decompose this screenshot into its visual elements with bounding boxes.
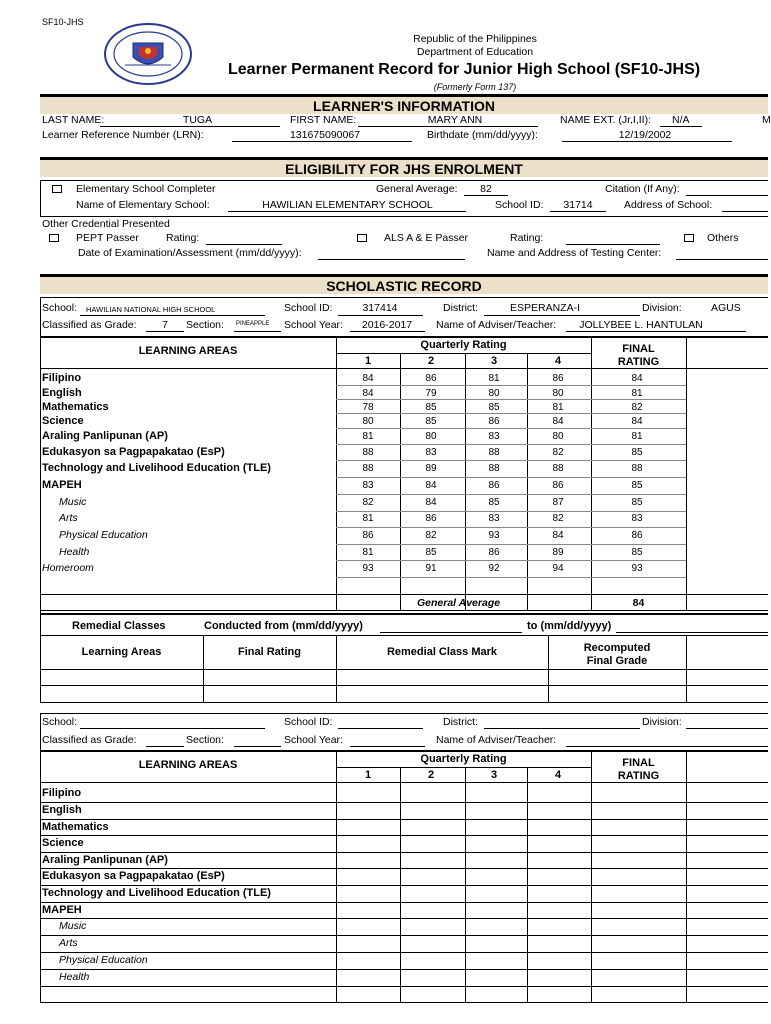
first-name-line	[358, 126, 538, 127]
elem-school-id-value: 31714	[563, 199, 593, 211]
division-label: Division:	[642, 302, 682, 314]
quarter-grade: 81	[488, 373, 500, 384]
eligibility-title: ELIGIBILITY FOR JHS ENROLMENT	[285, 160, 523, 177]
quarter-grade: 86	[425, 513, 437, 524]
quarter-grade: 82	[362, 497, 374, 508]
second-sy-line	[350, 746, 425, 747]
others-checkbox[interactable]	[684, 234, 694, 242]
learning-areas-header: LEARNING AREAS	[138, 345, 238, 357]
quarter-grade: 80	[488, 388, 500, 399]
table-row-line	[40, 1002, 768, 1003]
quarter-col-line	[465, 767, 466, 1003]
table-row-line	[336, 399, 686, 400]
adviser-label: Name of Adviser/Teacher:	[436, 319, 557, 331]
gen-avg-row-bottom	[40, 610, 768, 611]
district-value: ESPERANZA-I	[509, 302, 580, 314]
final-grade: 85	[631, 480, 643, 491]
remedial-to-label: to (mm/dd/yyyy)	[527, 620, 612, 632]
quarter-grade: 86	[488, 547, 500, 558]
birthdate-label: Birthdate (mm/dd/yyyy):	[427, 129, 538, 141]
remedial-from-line	[380, 632, 522, 633]
table-row-line	[336, 511, 686, 512]
final-grade: 86	[631, 530, 643, 541]
quarter-grade: 78	[362, 402, 374, 413]
quarter-grade: 85	[488, 402, 500, 413]
second-school-id-label: School ID:	[284, 716, 333, 728]
table-row-line	[40, 835, 768, 836]
remedial-top-border	[40, 613, 768, 615]
subject-label: Edukasyon sa Pagpapakatao (EsP)	[42, 446, 225, 458]
table-column-line	[40, 336, 41, 610]
quarter-grade: 84	[552, 416, 564, 427]
subject-label: Mathematics	[42, 821, 109, 833]
quarter-grade: 92	[488, 563, 500, 574]
second-school-label: School:	[42, 716, 78, 728]
table-row-line	[336, 444, 686, 445]
table-row-line	[40, 986, 768, 987]
remedial-col-line	[686, 635, 687, 702]
table-top-border	[40, 336, 768, 338]
remedial-col-line	[336, 635, 337, 702]
subject-label: Health	[59, 971, 90, 983]
table-row-line	[40, 819, 768, 820]
quarter-grade: 84	[362, 388, 374, 399]
subject-label: Technology and Livelihood Education (TLE)	[42, 887, 271, 899]
table-row-line	[336, 544, 686, 545]
table-row-line	[40, 868, 768, 869]
quarter-grade: 85	[425, 402, 437, 413]
subject-label: Arts	[59, 937, 78, 949]
table-column-line	[465, 353, 466, 610]
scholastic-box-top	[40, 297, 768, 298]
pept-rating-line	[206, 244, 282, 245]
sy-value: 2016-2017	[361, 319, 413, 331]
table-row-line	[40, 918, 768, 919]
remedial-col-final: Final Rating	[238, 646, 301, 658]
second-division-line	[686, 728, 768, 729]
second-grade-line	[146, 746, 184, 747]
last-name-label: LAST NAME:	[42, 114, 105, 126]
quarter-header: 3	[490, 355, 498, 367]
school-label: School:	[42, 302, 78, 314]
table-column-line	[591, 750, 592, 1003]
quarter-grade: 88	[362, 463, 374, 474]
second-record-top	[40, 713, 768, 714]
remedial-label: Remedial Classes	[72, 620, 166, 632]
second-section-label: Section:	[186, 734, 224, 746]
remedial-row-line	[40, 669, 768, 670]
school-id-value: 317414	[362, 302, 398, 314]
subject-label: Filipino	[42, 787, 82, 799]
quarter-grade: 79	[425, 388, 437, 399]
quarter-grade: 85	[425, 416, 437, 427]
subject-label: Music	[59, 920, 87, 932]
quarter-grade: 82	[425, 530, 437, 541]
table-column-line	[336, 336, 337, 610]
department-text: Department of Education	[416, 46, 534, 58]
pept-checkbox[interactable]	[49, 234, 59, 242]
subject-label: Science	[42, 415, 84, 427]
division-value: AGUS	[711, 302, 741, 314]
table-header-divider	[336, 353, 591, 354]
table-row-line	[336, 413, 686, 414]
quarter-grade: 80	[425, 431, 437, 442]
deped-seal-logo	[103, 23, 193, 85]
gen-avg-value: 82	[480, 183, 492, 195]
adviser-line	[566, 331, 746, 332]
subject-label: MAPEH	[42, 904, 82, 916]
quarter-grade: 88	[488, 463, 500, 474]
rating-header: RATING	[617, 356, 660, 368]
als-rating-label: Rating:	[510, 232, 544, 244]
remedial-row-line	[40, 685, 768, 686]
table-column-line	[686, 336, 687, 610]
quarter-grade: 88	[552, 463, 564, 474]
last-name-value: TUGA	[182, 114, 213, 126]
school-value: HAWILIAN NATIONAL HIGH SCHOOL	[86, 305, 216, 314]
table-row-line	[336, 385, 686, 386]
quarter-grade: 81	[362, 547, 374, 558]
table-column-line	[527, 353, 528, 610]
birthdate-line	[562, 141, 732, 142]
final-grade: 82	[631, 402, 643, 413]
lrn-label: Learner Reference Number (LRN):	[42, 129, 204, 141]
quarter-header: 2	[427, 769, 435, 781]
subject-label: MAPEH	[42, 479, 82, 491]
final-grade: 84	[631, 373, 643, 384]
table-row-line	[40, 885, 768, 886]
table-row-line	[336, 560, 686, 561]
table-row-line	[40, 852, 768, 853]
quarter-grade: 88	[362, 447, 374, 458]
exam-date-line	[318, 259, 465, 260]
citation-label: Citation (If Any):	[605, 183, 680, 195]
table-row-line	[336, 527, 686, 528]
subject-label: Filipino	[42, 372, 82, 384]
table-row-line	[336, 477, 686, 478]
second-adviser-line	[566, 746, 768, 747]
quarter-grade: 86	[488, 480, 500, 491]
republic-text: Republic of the Philippines	[413, 33, 537, 45]
grade-line	[146, 331, 184, 332]
quarter-grade: 89	[425, 463, 437, 474]
page-title: Learner Permanent Record for Junior High School (SF10-JHS)	[228, 61, 701, 78]
quarter-grade: 86	[488, 416, 500, 427]
general-average-label: General Average	[417, 597, 501, 609]
final-header: FINAL	[622, 757, 655, 769]
subject-label: Music	[59, 496, 87, 508]
section-line	[234, 331, 281, 332]
quarter-grade: 80	[552, 431, 564, 442]
als-label: ALS A & E Passer	[384, 232, 469, 244]
second-grade-label: Classified as Grade:	[42, 734, 137, 746]
first-name-label: FIRST NAME:	[290, 114, 357, 126]
quarter-grade: 81	[552, 402, 564, 413]
elem-school-id-line	[550, 211, 606, 212]
remedial-row-line	[40, 702, 768, 703]
lrn-value: 131675090067	[289, 129, 361, 141]
school-id-line	[338, 315, 423, 316]
quarter-grade: 93	[488, 530, 500, 541]
als-rating-line	[566, 244, 660, 245]
second-sy-label: School Year:	[284, 734, 343, 746]
form-code: SF10-JHS	[42, 17, 84, 27]
table-top-border	[40, 750, 768, 752]
remedial-col-mark: Remedial Class Mark	[386, 646, 498, 658]
others-label: Others	[707, 232, 739, 244]
table-row-line	[336, 460, 686, 461]
eligibility-box-top	[40, 180, 768, 181]
quarter-grade: 86	[425, 373, 437, 384]
subject-label: English	[42, 387, 82, 399]
quarter-grade: 87	[552, 497, 564, 508]
quarter-grade: 89	[552, 547, 564, 558]
first-name-value: MARY ANN	[427, 114, 483, 126]
quarter-grade: 83	[425, 447, 437, 458]
middle-name-label-partial: M	[762, 114, 771, 126]
name-ext-value: N/A	[672, 114, 690, 126]
quarter-grade: 81	[362, 431, 374, 442]
table-header-bottom	[40, 368, 768, 369]
quarter-grade: 82	[552, 447, 564, 458]
final-grade: 88	[631, 463, 643, 474]
quarter-grade: 83	[488, 513, 500, 524]
school-line	[80, 315, 265, 316]
testing-center-label: Name and Address of Testing Center:	[487, 247, 662, 259]
quarter-grade: 81	[362, 513, 374, 524]
quarter-col-line	[400, 767, 401, 1003]
final-grade: 85	[631, 547, 643, 558]
quarter-grade: 80	[552, 388, 564, 399]
elem-address-line	[722, 211, 768, 212]
quarter-grade: 82	[552, 513, 564, 524]
final-grade: 83	[631, 513, 643, 524]
final-header: FINAL	[622, 343, 655, 355]
quarter-grade: 91	[425, 563, 437, 574]
second-school-id-line	[338, 728, 423, 729]
table-row-line	[336, 577, 686, 578]
sy-line	[350, 331, 425, 332]
formerly-text: (Formerly Form 137)	[433, 82, 517, 92]
table-column-line	[591, 336, 592, 610]
subject-label: English	[42, 804, 82, 816]
name-ext-label: NAME EXT. (Jr,I,II):	[560, 114, 652, 126]
elem-address-label: Address of School:	[624, 199, 713, 211]
remedial-from-label: Conducted from (mm/dd/yyyy)	[204, 620, 363, 632]
general-average-value: 84	[632, 597, 645, 609]
quarter-header: 2	[427, 355, 435, 367]
final-grade: 84	[631, 416, 643, 427]
quarter-grade: 85	[488, 497, 500, 508]
citation-line	[686, 195, 768, 196]
second-school-line	[80, 728, 265, 729]
subject-label: Physical Education	[59, 954, 148, 966]
table-row-line	[336, 494, 686, 495]
table-header-divider	[336, 767, 591, 768]
remedial-col-recomputed-2: Final Grade	[586, 655, 648, 667]
quarter-grade: 93	[362, 563, 374, 574]
quarter-grade: 84	[552, 530, 564, 541]
quarter-grade: 84	[425, 497, 437, 508]
quarter-grade: 88	[488, 447, 500, 458]
exam-date-label: Date of Examination/Assessment (mm/dd/yyyy):	[78, 247, 302, 259]
remedial-header-top	[40, 635, 768, 636]
scholastic-title: SCHOLASTIC RECORD	[326, 277, 482, 294]
school-id-label: School ID:	[284, 302, 333, 314]
table-column-line	[40, 750, 41, 1003]
learner-info-title: LEARNER'S INFORMATION	[313, 97, 495, 114]
learning-areas-header: LEARNING AREAS	[138, 759, 238, 771]
eligibility-header	[40, 157, 768, 177]
second-district-line	[484, 728, 640, 729]
adviser-value: JOLLYBEE L. HANTULAN	[579, 319, 703, 331]
table-header-bottom	[40, 782, 768, 783]
subject-label: Health	[59, 546, 90, 558]
final-grade: 81	[631, 388, 643, 399]
table-row-line	[40, 902, 768, 903]
final-grade: 85	[631, 497, 643, 508]
other-credential-label: Other Credential Presented	[42, 218, 170, 230]
grade-value: 7	[162, 319, 168, 331]
grade-label: Classified as Grade:	[42, 319, 137, 331]
elem-school-label: Name of Elementary School:	[76, 199, 210, 211]
birthdate-value: 12/19/2002	[618, 129, 672, 141]
quarterly-rating-header: Quarterly Rating	[420, 753, 507, 765]
table-column-line	[336, 750, 337, 1003]
table-column-line	[686, 750, 687, 1003]
quarterly-rating-header: Quarterly Rating	[420, 339, 507, 351]
table-row-line	[40, 802, 768, 803]
quarter-header: 1	[364, 355, 372, 367]
quarter-grade: 83	[488, 431, 500, 442]
als-checkbox[interactable]	[357, 234, 367, 242]
quarter-grade: 86	[362, 530, 374, 541]
remedial-to-line	[616, 632, 768, 633]
table-row-line	[40, 969, 768, 970]
learner-info-header	[40, 94, 768, 114]
quarter-grade: 80	[362, 416, 374, 427]
quarter-grade: 85	[425, 547, 437, 558]
eligibility-box-bottom	[40, 216, 768, 217]
rating-header: RATING	[617, 770, 660, 782]
subject-label: Mathematics	[42, 401, 109, 413]
table-column-line	[400, 353, 401, 610]
table-row-line	[40, 952, 768, 953]
final-grade: 81	[631, 431, 643, 442]
district-line	[484, 315, 640, 316]
second-adviser-label: Name of Adviser/Teacher:	[436, 734, 557, 746]
remedial-col-recomputed-1: Recomputed	[583, 642, 651, 654]
table-row-line	[40, 935, 768, 936]
elem-school-value: HAWILIAN ELEMENTARY SCHOOL	[262, 199, 433, 211]
district-label: District:	[443, 302, 478, 314]
lrn-line	[232, 141, 412, 142]
elem-school-line	[228, 211, 466, 212]
pept-label: PEPT Passer	[76, 232, 139, 244]
quarter-grade: 94	[552, 563, 564, 574]
quarter-grade: 84	[425, 480, 437, 491]
quarter-grade: 86	[552, 480, 564, 491]
scholastic-header	[40, 274, 768, 294]
quarter-header: 4	[554, 769, 562, 781]
name-ext-line	[660, 126, 702, 127]
sy-label: School Year:	[284, 319, 343, 331]
quarter-header: 1	[364, 769, 372, 781]
elem-completer-checkbox[interactable]	[52, 185, 62, 193]
pept-rating-label: Rating:	[166, 232, 200, 244]
second-district-label: District:	[443, 716, 478, 728]
final-grade: 93	[631, 563, 643, 574]
last-name-line	[100, 126, 280, 127]
subject-label: Science	[42, 837, 84, 849]
quarter-header: 3	[490, 769, 498, 781]
elem-school-id-label: School ID:	[495, 199, 544, 211]
remedial-col-areas: Learning Areas	[81, 646, 162, 658]
subject-label: Edukasyon sa Pagpapakatao (EsP)	[42, 870, 225, 882]
remedial-col-line	[548, 635, 549, 702]
subject-label: Physical Education	[59, 529, 148, 541]
gen-avg-row-top	[40, 594, 768, 595]
table-row-line	[336, 428, 686, 429]
quarter-header: 4	[554, 355, 562, 367]
gen-avg-label: General Average:	[376, 183, 458, 195]
remedial-col-line	[203, 635, 204, 702]
testing-center-line	[676, 259, 768, 260]
subject-label: Arts	[59, 512, 78, 524]
gen-avg-line	[464, 195, 508, 196]
section-label: Section:	[186, 319, 224, 331]
quarter-col-line	[527, 767, 528, 1003]
quarter-grade: 83	[362, 480, 374, 491]
final-grade: 85	[631, 447, 643, 458]
elem-completer-label: Elementary School Completer	[76, 183, 216, 195]
eligibility-box-left	[40, 180, 41, 217]
subject-label: Araling Panlipunan (AP)	[42, 854, 168, 866]
subject-label: Homeroom	[42, 562, 94, 574]
section-value: PINEAPPLE	[236, 321, 270, 327]
second-division-label: Division:	[642, 716, 682, 728]
subject-label: Araling Panlipunan (AP)	[42, 430, 168, 442]
subject-label: Technology and Livelihood Education (TLE)	[42, 462, 271, 474]
quarter-grade: 86	[552, 373, 564, 384]
quarter-grade: 84	[362, 373, 374, 384]
second-section-line	[234, 746, 281, 747]
